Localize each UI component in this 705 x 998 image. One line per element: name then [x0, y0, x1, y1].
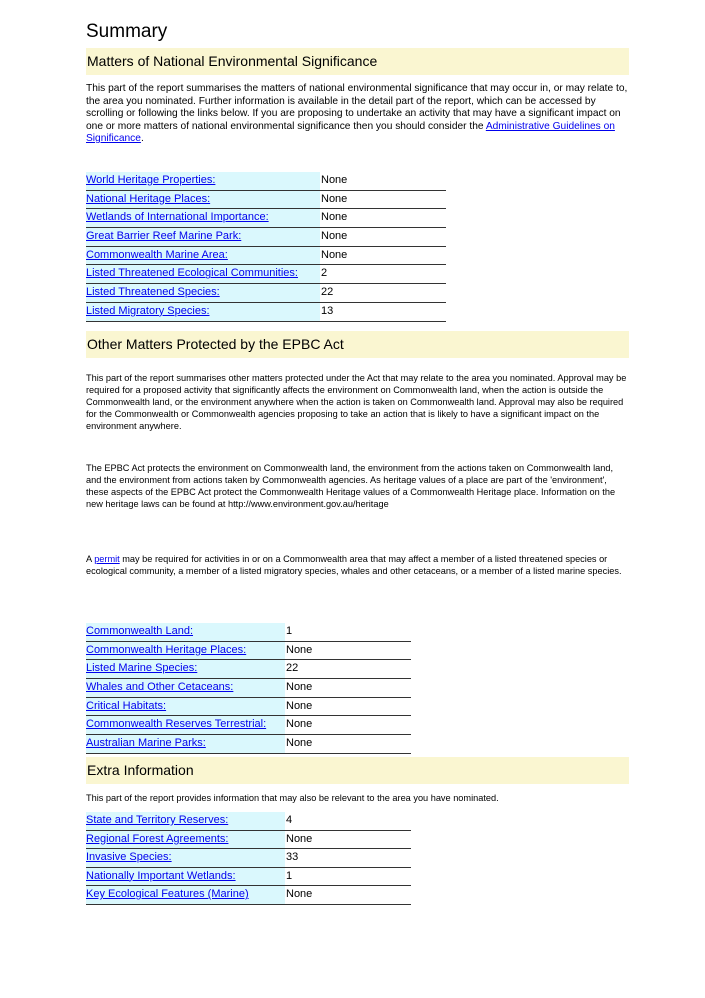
row-label-cell — [86, 849, 285, 868]
table-row — [86, 679, 411, 698]
row-value: None — [320, 209, 446, 228]
table-row — [86, 642, 411, 661]
table-row — [86, 868, 411, 887]
table-row — [86, 265, 446, 284]
row-link[interactable]: Whales and Other Cetaceans: — [86, 681, 234, 694]
table-row — [86, 735, 411, 754]
row-link[interactable]: National Heritage Places: — [86, 192, 211, 205]
row-label-cell — [86, 886, 285, 905]
row-value: None — [285, 698, 411, 717]
other-heading: Other Matters Protected by the EPBC Act — [86, 331, 629, 358]
row-link[interactable]: Key Ecological Features (Marine) — [86, 888, 249, 900]
row-label-cell — [86, 228, 320, 247]
row-label-cell — [86, 716, 285, 735]
row-label-cell — [86, 735, 285, 754]
table-row — [86, 247, 446, 266]
row-link[interactable]: Commonwealth Marine Area: — [86, 248, 228, 261]
row-value: 33 — [285, 849, 411, 868]
mnes-heading: Matters of National Environmental Significance — [86, 48, 629, 75]
page-title: Summary — [86, 21, 168, 42]
other-para-1: This part of the report summarises other matters protected under the Act that may relate to the area you nominated. Approval may be required for a proposed activity that significantly affects the environment on Commonwealth land, when the action is outside the Commonwealth land, or the environment anywhere when the action is taken on Commonwealth land. Approval may also be required for the Commonwealth or Commonwealth agencies proposing to take an action that is likely to have a significant impact on the environment anywhere. — [86, 373, 627, 431]
row-label-cell — [86, 191, 320, 210]
row-label-cell — [86, 831, 285, 850]
row-label-cell — [86, 698, 285, 717]
table-row — [86, 812, 411, 831]
row-label-cell — [86, 284, 320, 303]
table-row — [86, 660, 411, 679]
table-row — [86, 303, 446, 322]
mnes-intro: This part of the report summarises the matters of national environmental significance that may occur in, or may relate to, the area you nominated. Further information is available in the detail part of the report, which can be accessed by scrolling or following the links below. If you are proposing to undertake an activity that may have a significant impact on one or more matters of national environmental significance then you should consider the Administrative Guidelines on Significance. — [86, 83, 628, 144]
row-value: None — [320, 247, 446, 266]
row-link[interactable]: State and Territory Reserves: — [86, 814, 229, 826]
row-link[interactable]: Critical Habitats: — [86, 699, 167, 712]
extra-heading: Extra Information — [86, 757, 629, 784]
table-row — [86, 284, 446, 303]
row-link[interactable]: Australian Marine Parks: — [86, 737, 206, 750]
table-row — [86, 228, 446, 247]
row-label-cell — [86, 679, 285, 698]
row-link[interactable]: Listed Threatened Species: — [86, 286, 220, 299]
row-value: None — [285, 886, 411, 905]
other-table — [86, 623, 411, 754]
row-value: 2 — [320, 265, 446, 284]
table-row — [86, 716, 411, 735]
row-label-cell — [86, 642, 285, 661]
row-value: 13 — [320, 303, 446, 322]
table-row — [86, 886, 411, 905]
row-label-cell — [86, 209, 320, 228]
row-label-cell — [86, 623, 285, 642]
row-link[interactable]: Commonwealth Heritage Places: — [86, 643, 247, 656]
other-para-2: The EPBC Act protects the environment on Commonwealth land, the environment from the actions taken on Commonwealth land, and the environment from actions taken by Commonwealth agencies. As heritage values of a place are part of the 'environment', these aspects of the EPBC Act protect the Commonwealth Heritage values of a Commonwealth Heritage place. Information on the new heritage laws can be found at http://www.environment.gov.au/heritage — [86, 463, 616, 509]
row-label-cell — [86, 247, 320, 266]
row-link[interactable]: Listed Migratory Species: — [86, 304, 210, 317]
row-link[interactable]: Commonwealth Reserves Terrestrial: — [86, 718, 267, 731]
row-link[interactable]: Nationally Important Wetlands: — [86, 869, 236, 882]
table-row — [86, 172, 446, 191]
row-label-cell — [86, 303, 320, 322]
row-value: 22 — [320, 284, 446, 303]
row-label-cell — [86, 172, 320, 191]
row-value: None — [285, 642, 411, 661]
table-row — [86, 698, 411, 717]
row-label-cell — [86, 660, 285, 679]
guidelines-link[interactable]: Administrative Guidelines on Significance — [86, 120, 615, 144]
row-link[interactable]: Listed Marine Species: — [86, 662, 198, 675]
extra-intro: This part of the report provides information that may also be relevant to the area you have nominated. — [86, 793, 499, 803]
row-link[interactable]: Listed Threatened Ecological Communities: — [86, 267, 298, 280]
row-link[interactable]: Wetlands of International Importance: — [86, 211, 269, 224]
other-para-3: A permit may be required for activities in or on a Commonwealth area that may affect a member of a listed threatened species or ecological community, a member of a listed migratory species, whales and other cetaceans, or a member of a listed marine species. — [86, 554, 622, 576]
extra-table — [86, 812, 411, 905]
row-value: 22 — [285, 660, 411, 679]
row-label-cell — [86, 868, 285, 887]
row-value: 4 — [285, 812, 411, 831]
row-value: None — [285, 831, 411, 850]
row-link[interactable]: World Heritage Properties: — [86, 174, 216, 186]
row-label-cell — [86, 812, 285, 831]
row-value: None — [285, 716, 411, 735]
row-value: None — [320, 191, 446, 210]
mnes-table — [86, 172, 446, 322]
row-value: 1 — [285, 868, 411, 887]
table-row — [86, 191, 446, 210]
permit-link[interactable]: permit — [94, 554, 120, 564]
row-label-cell — [86, 265, 320, 284]
row-value: None — [320, 228, 446, 247]
row-value: None — [285, 679, 411, 698]
table-row — [86, 849, 411, 868]
row-value: None — [320, 172, 446, 191]
row-value: 1 — [285, 623, 411, 642]
row-link[interactable]: Invasive Species: — [86, 851, 172, 863]
row-link[interactable]: Great Barrier Reef Marine Park: — [86, 230, 242, 243]
row-link[interactable]: Regional Forest Agreements: — [86, 832, 229, 845]
table-row — [86, 831, 411, 850]
row-value: None — [285, 735, 411, 754]
table-row — [86, 209, 446, 228]
table-row — [86, 623, 411, 642]
row-link[interactable]: Commonwealth Land: — [86, 625, 194, 637]
